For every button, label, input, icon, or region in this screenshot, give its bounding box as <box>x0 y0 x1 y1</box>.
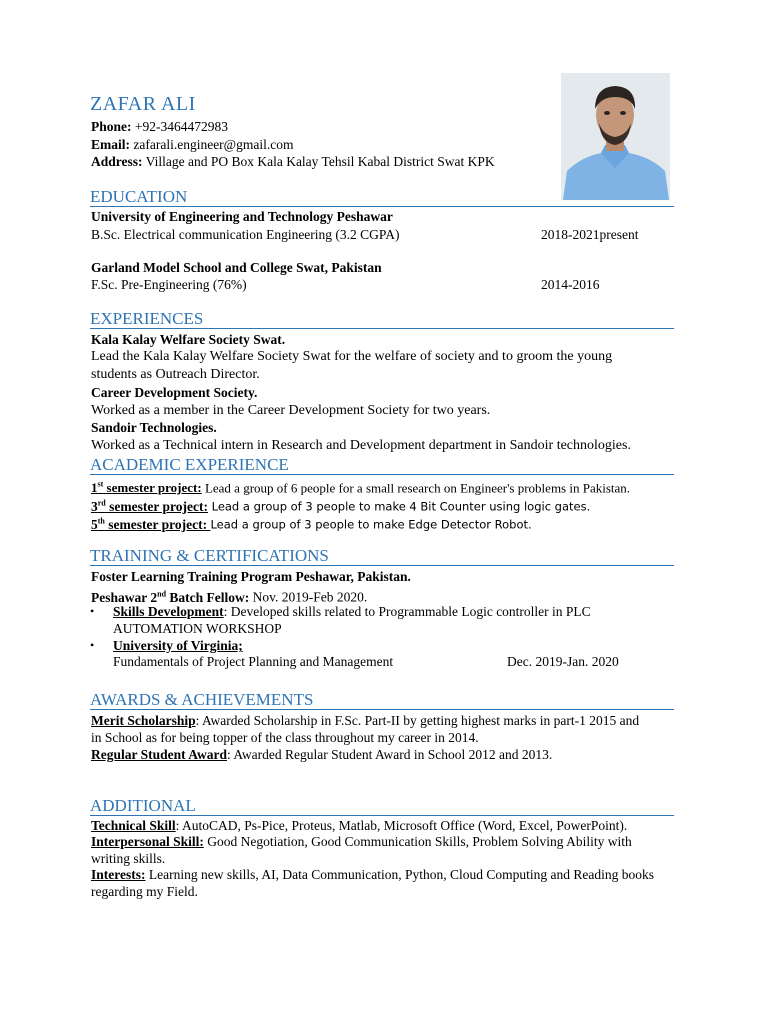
interests-text-2: regarding my Field. <box>91 884 198 899</box>
interests-text: Learning new skills, AI, Data Communication, Python, Cloud Computing and Reading books <box>145 867 654 882</box>
edu-2-school-suffix: , Pakistan <box>324 260 382 275</box>
uva-text: Fundamentals of Project Planning and Management <box>113 654 394 669</box>
inter-line <box>91 833 632 850</box>
training-program: Foster Learning Training Program Peshawar, Pakistan. <box>91 569 411 584</box>
awards-heading: AWARDS & ACHIEVEMENTS <box>90 690 674 710</box>
phone-value: +92-3464472983 <box>134 119 228 134</box>
regular-text: : Awarded Regular Student Award in School 2012 and 2013. <box>227 747 553 762</box>
profile-photo <box>561 73 670 200</box>
additional-heading: ADDITIONAL <box>90 796 674 816</box>
exp-1-desc: Lead the Kala Kalay Welfare Society Swat for the welfare of society and to groom the young <box>91 349 613 364</box>
training-batch-label: Peshawar 2nd Batch Fellow: <box>91 589 250 605</box>
merit-label: Merit Scholarship <box>91 713 196 728</box>
edu-2-degree: F.Sc. Pre-Engineering (76%) <box>91 277 247 292</box>
address-value: Village and PO Box Kala Kalay Tehsil Kabal District Swat KPK <box>145 154 495 169</box>
merit-text-2: in School as for being topper of the class throughout my career in 2014. <box>91 730 479 745</box>
address-label: Address: <box>91 154 143 169</box>
academic-1-label: 1st semester project: <box>91 480 202 496</box>
phone-line <box>91 118 228 135</box>
education-heading: EDUCATION <box>90 187 674 207</box>
inter-text-2: writing skills. <box>91 851 166 866</box>
academic-2-label: 3rd semester project: <box>91 498 208 514</box>
email-label: Email: <box>91 137 130 152</box>
academic-2-text: Lead a group of 3 people to make 4 Bit Counter using logic gates. <box>207 499 591 514</box>
tech-text: : AutoCAD, Ps-Pice, Proteus, Matlab, Microsoft Office (Word, Excel, PowerPoint). <box>175 818 628 833</box>
address-line <box>91 153 495 170</box>
edu-1-years: 2018-2021present <box>541 227 639 242</box>
academic-3-label: 5th semester project: <box>91 516 211 532</box>
inter-label: Interpersonal Skill: <box>91 834 204 849</box>
edu-2-years: 2014-2016 <box>541 277 600 292</box>
academic-3-text: Lead a group of 3 people to make Edge Detector Robot. <box>210 517 532 532</box>
exp-1-org: Kala Kalay Welfare Society Swat. <box>91 332 286 347</box>
interests-label: Interests: <box>91 867 146 882</box>
bullet-icon: • <box>90 638 95 652</box>
training-batch-dates: Nov. 2019-Feb 2020. <box>249 589 368 605</box>
skills-text: : Developed skills related to Programmable Logic controller in PLC <box>223 604 591 619</box>
email-value: zafarali.engineer@gmail.com <box>133 137 294 152</box>
academic-item-3 <box>91 512 532 534</box>
edu-1-degree: B.Sc. Electrical communication Engineering (3.2 CGPA) <box>91 227 400 242</box>
edu-1-school: University of Engineering and Technology Peshawar <box>91 209 393 224</box>
candidate-name: ZAFAR ALI <box>90 93 196 115</box>
uva-dates: Dec. 2019-Jan. 2020 <box>507 654 619 669</box>
phone-label: Phone: <box>91 119 132 134</box>
tech-label: Technical Skill <box>91 818 176 833</box>
skills-label: Skills Development <box>113 604 224 619</box>
exp-1-desc2: students as Outreach Director. <box>91 367 260 382</box>
merit-line <box>91 712 639 729</box>
skills-development <box>113 603 591 620</box>
exp-2-desc: Worked as a member in the Career Development Society for two years. <box>91 403 491 418</box>
merit-text: : Awarded Scholarship in F.Sc. Part-II by getting highest marks in part-1 2015 and <box>195 713 640 728</box>
regular-line <box>91 746 552 763</box>
inter-text: Good Negotiation, Good Communication Skills, Problem Solving Ability with <box>203 834 632 849</box>
academic-1-text: Lead a group of 6 people for a small research on Engineer's problems in Pakistan. <box>201 480 631 496</box>
exp-3-desc: Worked as a Technical intern in Research and Development department in Sandoir technologies. <box>91 438 631 453</box>
regular-label: Regular Student Award <box>91 747 228 762</box>
exp-2-org: Career Development Society. <box>91 385 258 400</box>
skills-text-2: AUTOMATION WORKSHOP <box>113 621 282 636</box>
edu-2-school-line <box>91 259 382 276</box>
academic-heading: ACADEMIC EXPERIENCE <box>90 455 674 475</box>
bullet-icon: • <box>90 604 95 618</box>
email-line <box>91 136 293 153</box>
edu-2-school: Garland Model School and College Swat <box>91 260 325 275</box>
tech-line <box>91 817 627 834</box>
training-heading: TRAINING & CERTIFICATIONS <box>90 546 674 566</box>
experiences-heading: EXPERIENCES <box>90 309 674 329</box>
interests-line <box>91 866 654 883</box>
exp-3-org: Sandoir Technologies. <box>91 420 217 435</box>
uva-label: University of Virginia; <box>113 638 243 653</box>
